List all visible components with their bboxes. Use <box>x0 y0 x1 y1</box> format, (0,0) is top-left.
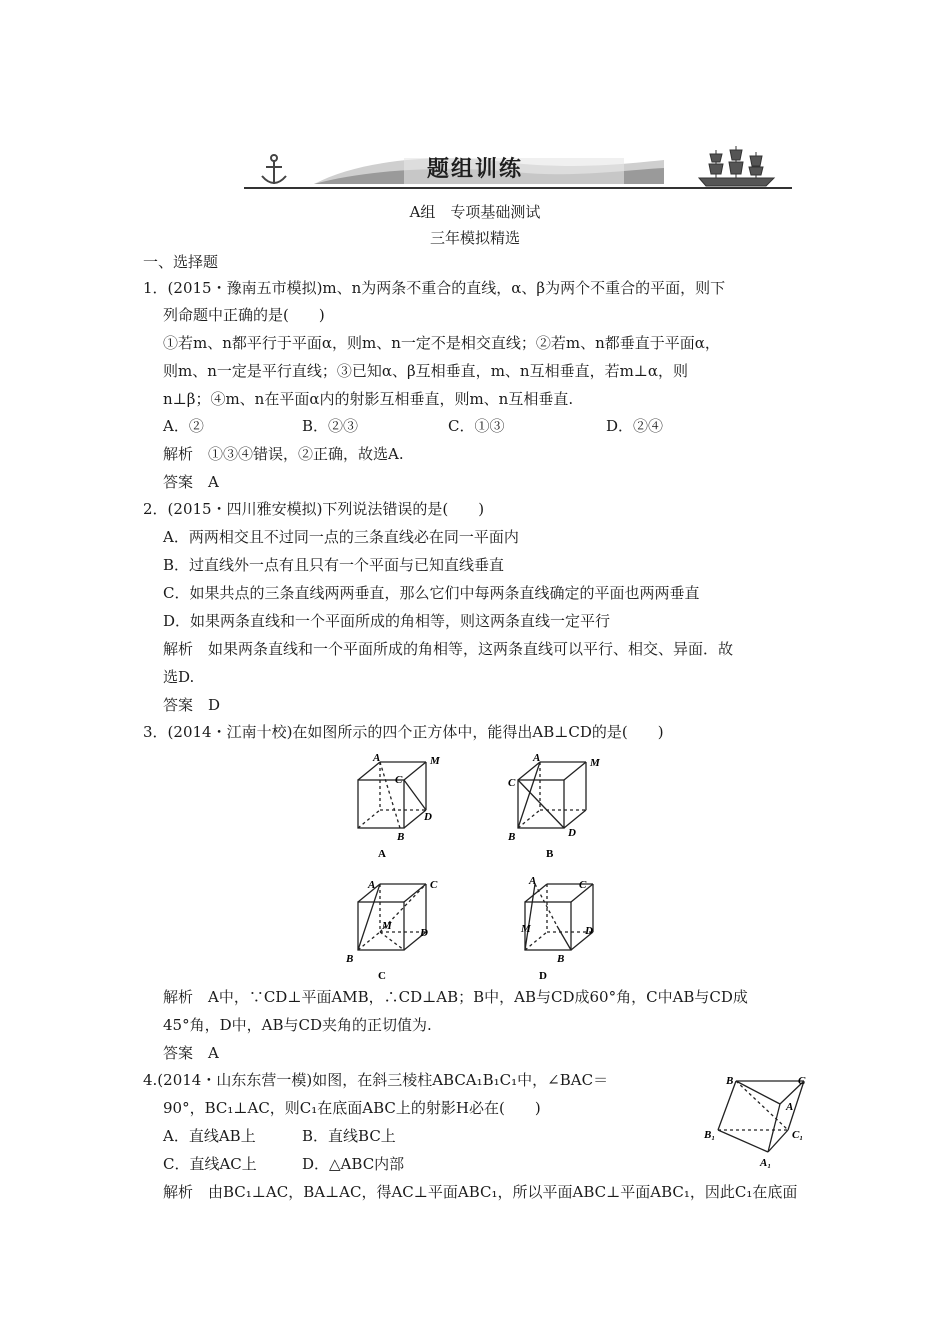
q4-option-b: B．直线BC上 <box>302 1127 396 1145</box>
point-label: M <box>590 757 600 769</box>
cube-figure-d <box>507 874 617 986</box>
q2-line-1: 2．(2015・四川雅安模拟)下列说法错误的是( ) <box>143 500 485 518</box>
point-label: M <box>521 923 531 935</box>
q4-line-2: 90°，BC₁⊥AC，则C₁在底面ABC上的射影H必在( ) <box>163 1099 541 1117</box>
figure-label: A <box>378 848 386 860</box>
figure-label: B <box>546 848 554 860</box>
point-label: A <box>786 1101 794 1113</box>
point-label: B <box>726 1075 734 1087</box>
q4-analysis: 解析 由BC₁⊥AC，BA⊥AC，得AC⊥平面ABC₁，所以平面ABC⊥平面ABC₁，因此C₁在底面 <box>163 1183 798 1201</box>
point-label: C <box>579 879 587 891</box>
q2-option-b: B．过直线外一点有且只有一个平面与已知直线垂直 <box>163 556 505 574</box>
point-label: C <box>798 1075 806 1087</box>
ship-icon <box>699 146 774 186</box>
point-label: C <box>395 774 403 786</box>
cube-figure-a <box>340 752 450 864</box>
q1-line-2: 列命题中正确的是( ) <box>163 306 325 324</box>
q3-line-1: 3．(2014・江南十校)在如图所示的四个正方体中，能得出AB⊥CD的是( ) <box>143 723 664 741</box>
point-label: D <box>420 927 428 939</box>
prism-figure <box>700 1072 810 1174</box>
point-label: C₁ <box>792 1129 804 1141</box>
cube-figure-b <box>500 752 610 864</box>
figure-label: C <box>378 970 386 982</box>
q1-line-4: 则m、n一定是平行直线；③已知α、β互相垂直，m、n互相垂直，若m⊥α，则 <box>163 362 689 380</box>
q2-answer: 答案 D <box>163 696 221 714</box>
point-label: D <box>424 811 432 823</box>
anchor-icon <box>262 155 286 184</box>
point-label: A <box>529 875 537 887</box>
point-label: D <box>585 925 593 937</box>
point-label: B <box>397 831 405 843</box>
q1-option-c: C．①③ <box>448 417 505 435</box>
q3-analysis-1: 解析 A中，∵CD⊥平面AMB，∴CD⊥AB；B中，AB与CD成60°角，C中AB与CD成 <box>163 988 748 1006</box>
point-label: M <box>430 755 440 767</box>
q1-line-1: 1．(2015・豫南五市模拟)m、n为两条不重合的直线，α、β为两个不重合的平面，则下 <box>143 279 726 297</box>
point-label: A <box>533 752 541 764</box>
section-title: 一、选择题 <box>143 253 219 271</box>
q4-option-a: A．直线AB上 <box>163 1127 256 1145</box>
q1-option-a: A．② <box>163 417 204 435</box>
q2-option-c: C．如果共点的三条直线两两垂直，那么它们中每两条直线确定的平面也两两垂直 <box>163 584 700 602</box>
q2-analysis-1: 解析 如果两条直线和一个平面所成的角相等，这两条直线可以平行、相交、异面．故 <box>163 640 734 658</box>
point-label: B <box>508 831 516 843</box>
point-label: A <box>368 879 376 891</box>
point-label: D <box>568 827 576 839</box>
q3-answer: 答案 A <box>163 1044 219 1062</box>
q1-line-5: n⊥β；④m、n在平面α内的射影互相垂直，则m、n互相垂直. <box>163 390 574 408</box>
point-label: C <box>508 777 516 789</box>
q1-option-b: B．②③ <box>302 417 359 435</box>
point-label: M <box>382 920 392 932</box>
q2-analysis-2: 选D. <box>163 668 195 686</box>
q4-option-d: D．△ABC内部 <box>302 1155 405 1173</box>
q1-analysis: 解析 ①③④错误，②正确，故选A. <box>163 445 404 463</box>
q1-line-3: ①若m、n都平行于平面α，则m、n一定不是相交直线；②若m、n都垂直于平面α， <box>163 334 720 352</box>
q4-line-1: 4.(2014・山东东营一模)如图，在斜三棱柱ABCA₁B₁C₁中，∠BAC＝ <box>143 1071 609 1089</box>
point-label: B <box>557 953 565 965</box>
q4-option-c: C．直线AC上 <box>163 1155 257 1173</box>
q2-option-d: D．如果两条直线和一个平面所成的角相等，则这两条直线一定平行 <box>163 612 611 630</box>
banner-title: 题组训练 <box>426 157 523 182</box>
point-label: A <box>373 752 381 764</box>
q1-answer: 答案 A <box>163 473 219 491</box>
sub-heading: 三年模拟精选 <box>429 229 520 247</box>
point-label: B <box>346 953 354 965</box>
point-label: A₁ <box>760 1157 772 1169</box>
q3-analysis-2: 45°角，D中，AB与CD夹角的正切值为. <box>163 1016 432 1034</box>
q1-option-d: D．②④ <box>606 417 664 435</box>
point-label: C <box>430 879 438 891</box>
q2-option-a: A．两两相交且不过同一点的三条直线必在同一平面内 <box>163 528 519 546</box>
cube-figure-c <box>340 874 450 986</box>
point-label: B₁ <box>704 1129 716 1141</box>
group-heading: A组 专项基础测试 <box>409 203 541 221</box>
figure-label: D <box>539 970 547 982</box>
